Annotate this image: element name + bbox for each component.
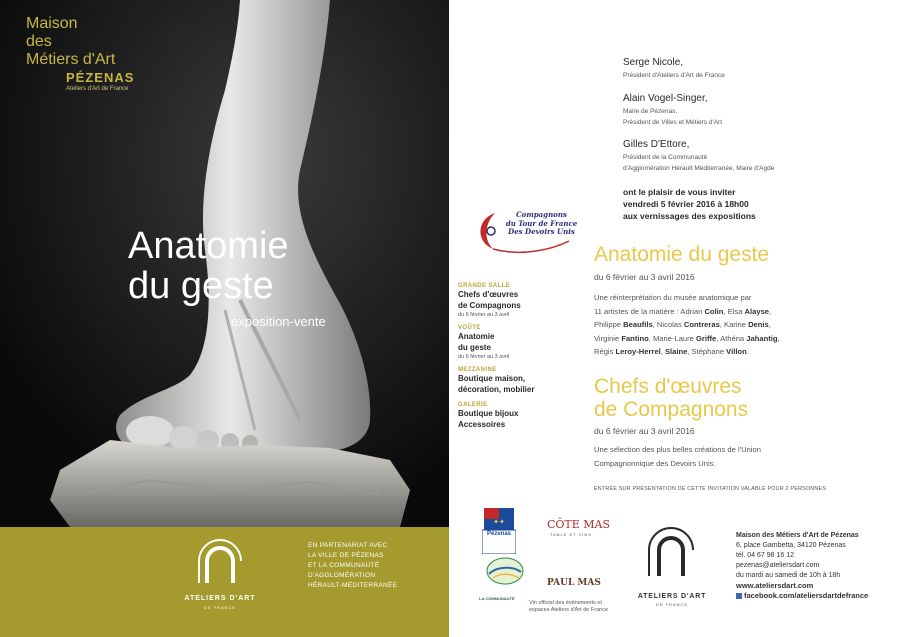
desc-line: Une sélection des plus belles créations de l'Union: [594, 445, 761, 454]
main-title-line-1: Anatomie: [128, 225, 289, 267]
venue-title: décoration, mobilier: [458, 385, 535, 394]
artist-name: Alayse: [744, 306, 770, 316]
host-name: Alain Vogel-Singer,: [623, 93, 708, 104]
artist-name: Contreras: [683, 320, 720, 329]
artist-name: Griffe: [696, 333, 717, 343]
desc-text: , Marie-Laure: [648, 333, 697, 343]
expo-dates: du 6 février au 3 avril 2016: [594, 272, 695, 282]
brand-line-3: Métiers d'Art: [26, 51, 116, 68]
host-name: Serge Nicole,: [623, 57, 684, 68]
artist-name: Beaufils: [623, 320, 653, 329]
host-name: Gilles D'Ettore,: [623, 139, 690, 150]
artist-name: Villon: [726, 347, 747, 356]
compagnons-logo-text: [499, 211, 584, 237]
desc-text: , Stéphane: [687, 347, 727, 356]
venue-sidebar: [458, 283, 568, 437]
contact-block: [736, 531, 868, 601]
partner-line: HÉRAULT-MÉDITERRANÉE: [308, 582, 398, 589]
artist-name: Slaine: [664, 347, 688, 356]
right-logo-sub: DE FRANCE: [655, 602, 689, 607]
brand-city: PÉZENAS: [66, 70, 135, 85]
compagnons-line: Des Devoirs Unis: [508, 227, 575, 236]
brand-tag: Ateliers d'Art de France: [66, 86, 129, 92]
desc-line: [594, 318, 780, 332]
expo-title: de Compagnons: [594, 398, 749, 421]
venue-heading: MEZZANINE: [458, 367, 497, 373]
partner-line: LA VILLE DE PÉZENAS: [308, 552, 384, 559]
venue-block: [458, 283, 568, 318]
host-role: Président d'Ateliers d'Art de France: [623, 72, 725, 79]
contact-name: Maison des Métiers d'Art de Pézenas: [736, 532, 859, 539]
brand-line-1: Maison: [26, 15, 78, 32]
contact-phone: tél. 04 67 98 16 12: [736, 552, 794, 559]
venue-block: [458, 325, 568, 360]
desc-line: [594, 345, 780, 359]
partner-text: [308, 541, 397, 591]
main-subtitle: exposition-vente: [231, 314, 326, 329]
herault-logo-icon: [485, 556, 525, 586]
invite-line: ont le plaisir de vous inviter: [623, 187, 736, 197]
contact-website[interactable]: www.ateliersdart.com: [736, 581, 814, 590]
artist-name: Leroy-Herrel: [615, 347, 661, 356]
venue-dates: du 6 février au 3 avril: [458, 354, 510, 360]
invite-line: aux vernissages des expositions: [623, 211, 756, 221]
contact-hours: du mardi au samedi de 10h à 18h: [736, 572, 841, 579]
entry-note: ENTRÉE SUR PRÉSENTATION DE CETTE INVITATION VALABLE POUR 2 PERSONNES: [594, 486, 827, 492]
venue-title: Boutique bijoux: [458, 409, 519, 418]
facebook-link[interactable]: facebook.com/ateliersdartdefrance: [744, 591, 869, 600]
pezenas-logo-text: Pézenas: [486, 531, 511, 537]
artist-name: Fantino: [621, 333, 649, 343]
expo-dates: du 6 février au 3 avril 2016: [594, 426, 695, 436]
ateliers-logo-icon: [639, 518, 703, 582]
brand-logo: [26, 16, 134, 92]
brand-line-2: des: [26, 33, 52, 50]
desc-text: , Nicolas: [652, 320, 684, 329]
venue-heading: GRANDE SALLE: [458, 283, 511, 289]
host-role: d'Agglomération Hérault Méditerranée, Maire d'Agde: [623, 165, 775, 172]
venue-block: [458, 402, 568, 430]
desc-text: , Athéna: [716, 333, 747, 343]
venue-title: Accessoires: [458, 420, 506, 429]
desc-text: , Elsa: [723, 306, 745, 316]
venue-heading: VOÛTE: [458, 325, 481, 331]
expo-title: Chefs d'œuvres: [594, 375, 742, 398]
venue-dates: du 6 février au 3 avril: [458, 312, 510, 318]
right-logo-text: ATELIERS D'ART: [637, 593, 707, 600]
desc-text: ,: [768, 320, 771, 329]
cote-mas-logo: CÔTE MAS: [547, 518, 611, 531]
compagnons-line: du Tour de France: [505, 218, 578, 228]
desc-line: Une réinterprétation du musée anatomique par: [594, 293, 752, 302]
banner-logo-sub: DE FRANCE: [203, 605, 237, 610]
artist-name: Colin: [704, 306, 724, 316]
banner-logo-text: ATELIERS D'ART: [184, 595, 256, 602]
desc-text: 11 artistes de la matière : Adrian: [594, 306, 705, 316]
desc-text: ,: [660, 347, 665, 356]
host-role: Maire de Pézenas,: [623, 108, 678, 115]
herault-logo-text: LA COMMUNAUTÉ: [479, 596, 515, 601]
venue-heading: GALERIE: [458, 402, 488, 408]
cote-mas-sub: TABLE ET VINS: [550, 532, 592, 537]
partner-line: ET LA COMMUNAUTÉ: [308, 562, 380, 569]
desc-text: Régis: [594, 347, 616, 356]
partner-line: EN PARTENARIAT AVEC: [308, 542, 388, 549]
left-panel: [0, 0, 449, 637]
desc-text: , Karine: [719, 320, 749, 329]
facebook-icon: [736, 593, 742, 599]
compagnons-line: Compagnons: [516, 210, 567, 219]
desc-line: Compagnonnique des Devoirs Unis.: [594, 458, 716, 468]
desc-line: [594, 332, 780, 346]
expo-title: Anatomie du geste: [594, 243, 770, 266]
host-role: Président de Villes et Métiers d'Art: [623, 119, 723, 126]
venue-title: du geste: [458, 343, 491, 352]
main-title: [128, 226, 289, 306]
desc-text: .: [746, 347, 749, 356]
contact-email[interactable]: pezenas@ateliersdart.com: [736, 562, 820, 569]
desc-text: Virginie: [594, 333, 622, 343]
vin-officiel-text: Vin officiel des événements et espaces Ateliers d'Art de France: [529, 600, 609, 613]
partner-line: D'AGGLOMÉRATION: [308, 572, 376, 579]
desc-text: ,: [777, 333, 780, 343]
expo-description: [594, 443, 761, 470]
paul-mas-logo: PAUL MAS: [547, 578, 601, 588]
desc-text: Philippe: [594, 320, 624, 329]
host-role: Président de la Communauté: [623, 154, 708, 161]
contact-facebook[interactable]: [736, 591, 868, 601]
artist-name: Jahantig: [746, 333, 778, 343]
ateliers-logo-icon: [189, 531, 251, 593]
contact-address: 6, place Gambetta, 34120 Pézenas: [736, 542, 846, 549]
desc-text: ,: [769, 306, 772, 316]
partner-banner: [0, 527, 449, 637]
desc-line: [594, 305, 780, 319]
invite-line: vendredi 5 février 2016 à 18h00: [623, 199, 749, 209]
venue-title: Anatomie: [458, 332, 495, 341]
svg-text:✦✦: ✦✦: [493, 518, 505, 526]
venue-title: Boutique maison,: [458, 374, 526, 383]
artist-name: Denis: [748, 320, 769, 329]
right-panel: [449, 0, 901, 637]
venue-title: de Compagnons: [458, 301, 521, 310]
venue-block: [458, 367, 568, 395]
venue-title: Chefs d'œuvres: [458, 290, 519, 299]
expo-description: [594, 291, 780, 359]
main-title-line-2: du geste: [128, 265, 274, 307]
